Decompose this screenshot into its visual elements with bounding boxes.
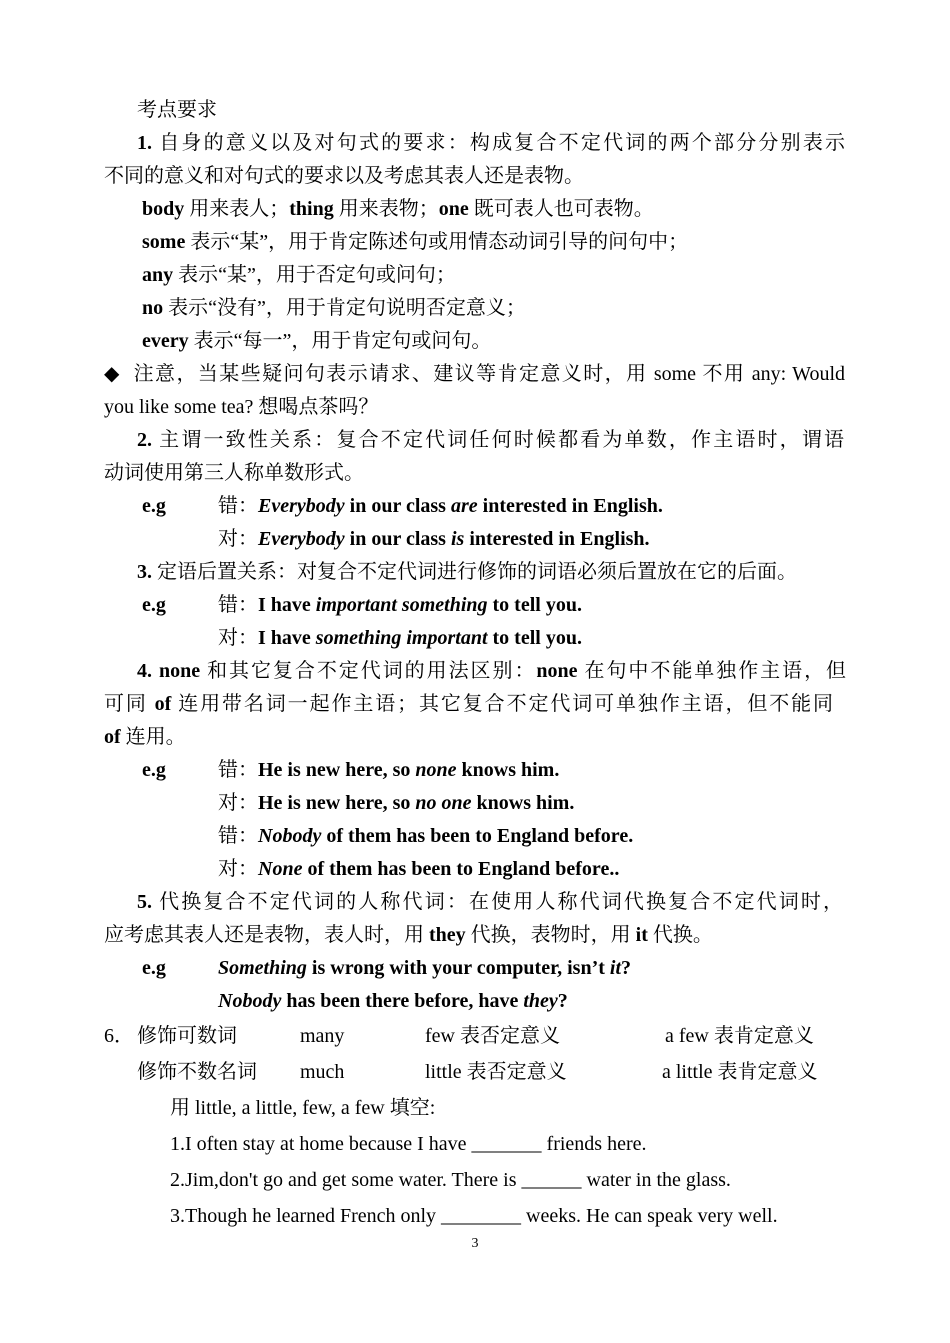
exercise-question-2: 2.Jim,don't go and get some water. There is ______ water in the glass.: [170, 1169, 731, 1191]
ex-part: He is new here, so: [258, 759, 416, 781]
point-5-text: 代换。: [647, 924, 713, 946]
ex-part: is wrong with your computer, isn’t: [306, 957, 610, 979]
point-1-text-1: 自身的意义以及对句式的要求：构成复合不定代词的两个部分分别表示: [159, 132, 846, 154]
point-4-text: 和其它复合不定代词的用法区别：: [207, 660, 537, 682]
exercise-instruction: 用 little, a little, few, a few 填空:: [170, 1097, 436, 1119]
point-4-text: 连用。: [120, 726, 186, 748]
point-4-eg-label: e.g: [142, 759, 166, 781]
point-3-line-1: [137, 558, 797, 586]
point-4-text: 在句中不能单独作主语，但: [584, 660, 847, 682]
word-body: body: [142, 198, 185, 220]
word-a-few: a few 表肯定意义: [665, 1025, 814, 1047]
uncountable-label: 修饰不数名词: [137, 1061, 257, 1083]
ex-part: none: [415, 759, 457, 781]
ex-part: interested in English.: [464, 528, 650, 550]
point-4-right-example-2: [218, 855, 619, 883]
point-1-line-1: [137, 129, 845, 157]
ex-part: ?: [557, 990, 568, 1012]
exercise-question-1: 1.I often stay at home because I have _______ friends here.: [170, 1133, 647, 1155]
ex-part: interested in English.: [477, 495, 663, 517]
every-desc: 表示“每一”，用于肯定句或问句。: [193, 330, 492, 352]
point-6-number: 6．: [104, 1025, 134, 1047]
word-many: many: [300, 1025, 345, 1047]
note-line-2: you like some tea? 想喝点茶吗？: [104, 396, 379, 418]
point-3-right-example: [218, 624, 582, 652]
ex-part: Everybody: [258, 528, 345, 550]
point-4-line-1: [137, 657, 846, 685]
page-number: 3: [471, 1236, 479, 1251]
ex-part: something important: [315, 627, 488, 649]
ex-part: to tell you.: [487, 594, 582, 616]
any-desc: 表示“某”，用于否定句或问句；: [178, 264, 456, 286]
ex-part: knows him.: [471, 792, 575, 814]
word-a-little: a little 表肯定意义: [662, 1061, 818, 1083]
ex-part: it: [609, 957, 622, 979]
point-2-right-example: [218, 525, 650, 553]
wrong-mark: 错：: [218, 495, 258, 517]
point-2-line-1: [137, 426, 844, 454]
ex-part: in our class: [344, 495, 451, 517]
ex-part: Something: [218, 957, 307, 979]
wrong-mark: 错：: [218, 759, 258, 781]
point-2-text-1: 主谓一致性关系：复合不定代词任何时候都看为单数，作主语时，谓语: [159, 429, 845, 451]
point-4-wrong-example-2: [218, 822, 633, 850]
ex-part: has been there before, have: [281, 990, 524, 1012]
ex-part: are: [450, 495, 478, 517]
countable-label: 修饰可数词: [137, 1025, 237, 1047]
word-of: of: [104, 726, 121, 748]
point-4-number: 4.: [137, 660, 152, 682]
word-of: of: [154, 693, 172, 715]
point-3-eg-label: e.g: [142, 594, 166, 616]
point-5-line-1: [137, 888, 843, 916]
point-5-text: 应考虑其表人还是表物，表人时，用: [104, 924, 429, 946]
one-desc: 既可表人也可表物。: [473, 198, 654, 220]
ex-part: Everybody: [258, 495, 345, 517]
point-5-example-2: [218, 987, 568, 1015]
word-some: some: [142, 231, 186, 253]
section-heading: 考点要求: [137, 99, 217, 121]
word-thing: thing: [289, 198, 334, 220]
point-2-number: 2.: [137, 429, 152, 451]
point-1-number: 1.: [137, 132, 152, 154]
ex-part: Nobody: [258, 825, 322, 847]
ex-part: None: [258, 858, 303, 880]
body-desc: 用来表人；: [189, 198, 290, 220]
word-they: they: [429, 924, 466, 946]
point-1-line-2: 不同的意义和对句式的要求以及考虑其表人还是表物。: [104, 165, 584, 187]
point-4-line-2: [104, 690, 833, 718]
ex-part: important something: [315, 594, 488, 616]
right-mark: 对：: [218, 627, 258, 649]
exercise-question-3: 3.Though he learned French only ________ weeks. He can speak very well.: [170, 1205, 778, 1227]
point-4-right-example-1: [218, 789, 574, 817]
point-3-text-1: 定语后置关系：对复合不定代词进行修饰的词语必须后置放在它的后面。: [157, 561, 797, 583]
wrong-mark: 错：: [218, 594, 258, 616]
word-any: any: [142, 264, 174, 286]
ex-part: knows him.: [456, 759, 560, 781]
word-every: every: [142, 330, 189, 352]
point-5-example-1: [218, 954, 631, 982]
ex-part: I have: [258, 594, 316, 616]
ex-part: to tell you.: [487, 627, 582, 649]
thing-desc: 用来表物；: [338, 198, 439, 220]
any-line: [142, 261, 456, 289]
point-3-wrong-example: [218, 591, 582, 619]
word-it: it: [635, 924, 648, 946]
note-line-1: [104, 360, 845, 388]
ex-part: they: [523, 990, 558, 1012]
no-line: [142, 294, 526, 322]
ex-part: no one: [415, 792, 472, 814]
ex-part: is: [450, 528, 465, 550]
point-5-text-1: 代换复合不定代词的人称代词：在使用人称代词代换复合不定代词时，: [159, 891, 844, 913]
right-mark: 对：: [218, 792, 258, 814]
point-5-line-2: [104, 921, 713, 949]
point-2-wrong-example: [218, 492, 663, 520]
every-line: [142, 327, 491, 355]
point-2-eg-label: e.g: [142, 495, 166, 517]
ex-part: of them has been to England before..: [302, 858, 620, 880]
wrong-mark: 错：: [218, 825, 258, 847]
point-4-line-3: [104, 723, 186, 751]
word-little: little 表否定意义: [425, 1061, 567, 1083]
ex-part: I have: [258, 627, 316, 649]
word-much: much: [300, 1061, 345, 1083]
body-thing-one-line: [142, 195, 654, 223]
point-5-text: 代换，表物时，用: [465, 924, 636, 946]
word-no: no: [142, 297, 164, 319]
ex-part: ?: [621, 957, 632, 979]
point-4-text: 可同: [104, 693, 155, 715]
some-desc: 表示“某”，用于肯定陈述句或用情态动词引导的问句中；: [190, 231, 689, 253]
ex-part: Nobody: [218, 990, 282, 1012]
diamond-bullet-icon: ◆: [104, 363, 121, 385]
ex-part: in our class: [344, 528, 451, 550]
word-one: one: [438, 198, 469, 220]
point-5-number: 5.: [137, 891, 152, 913]
right-mark: 对：: [218, 858, 258, 880]
word-none: none: [158, 660, 201, 682]
right-mark: 对：: [218, 528, 258, 550]
some-line: [142, 228, 688, 256]
point-4-text: 连用带名词一起作主语；其它复合不定代词可单独作主语，但不能同: [171, 693, 834, 715]
note-text-1: 注意，当某些疑问句表示请求、建议等肯定意义时，用 some 不用 any: Would: [133, 363, 846, 385]
ex-part: of them has been to England before.: [321, 825, 634, 847]
point-2-line-2: 动词使用第三人称单数形式。: [104, 462, 364, 484]
point-4-wrong-example-1: [218, 756, 559, 784]
point-5-eg-label: e.g: [142, 957, 166, 979]
word-none: none: [536, 660, 578, 682]
no-desc: 表示“没有”，用于肯定句说明否定意义；: [168, 297, 526, 319]
point-3-number: 3.: [137, 561, 152, 583]
ex-part: He is new here, so: [258, 792, 416, 814]
word-few: few 表否定意义: [425, 1025, 560, 1047]
